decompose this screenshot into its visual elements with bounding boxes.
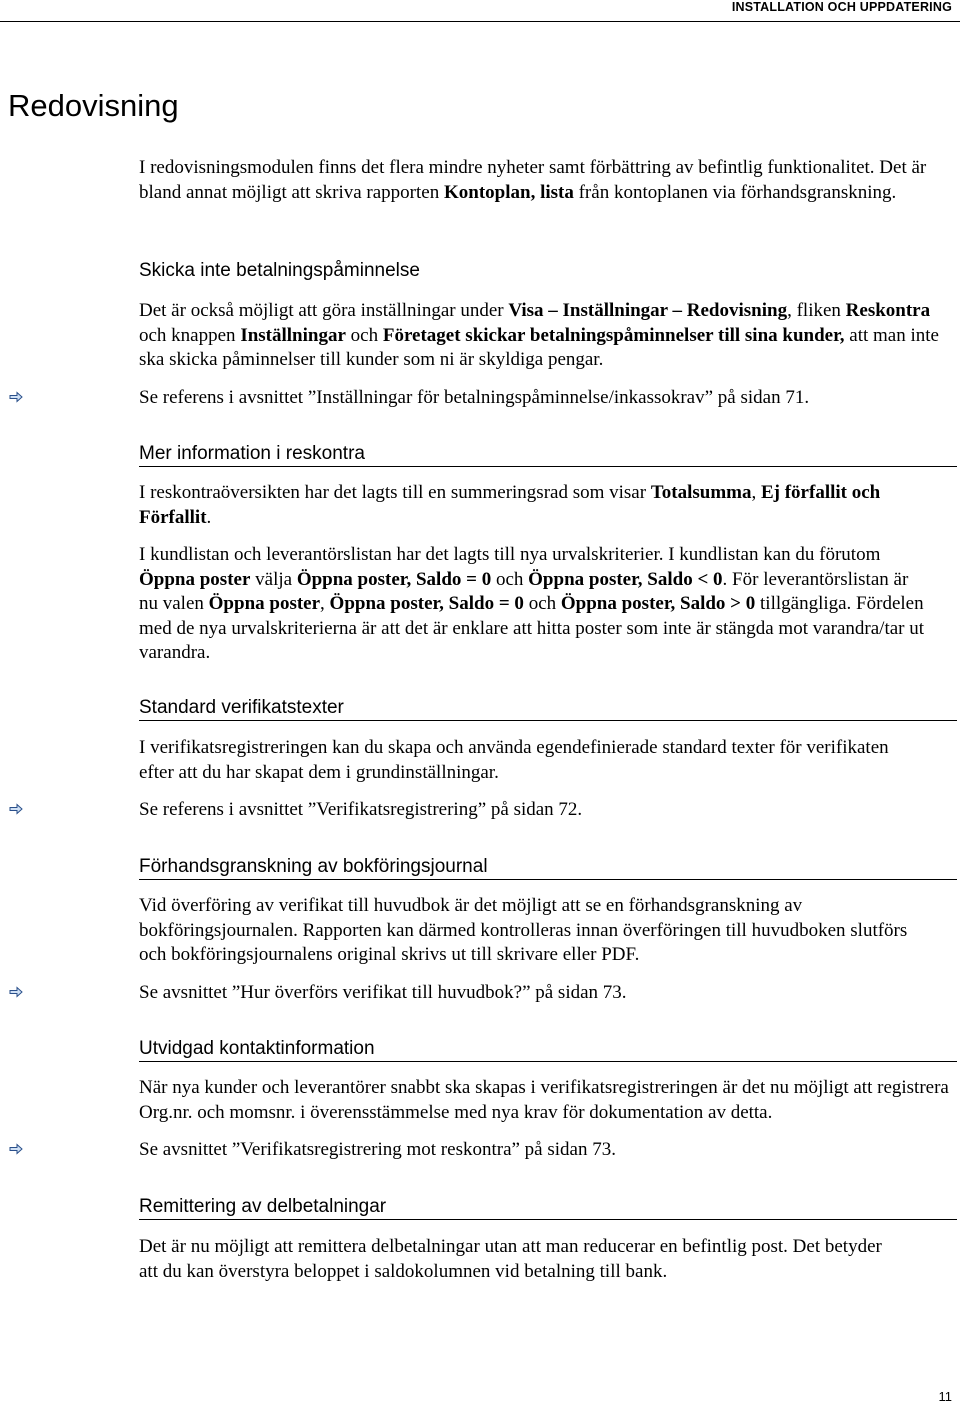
arrow-right-icon	[9, 803, 23, 815]
section-verifikatstexter-reference[interactable]: Se referens i avsnittet ”Verifikatsregistrering” på sidan 72.	[139, 799, 583, 820]
section-bokforingsjournal-reference[interactable]: Se avsnittet ”Hur överförs verifikat till huvudbok?” på sidan 73.	[139, 982, 627, 1003]
header-rule	[0, 21, 960, 22]
section-skicka-paragraph: Det är också möjligt att göra inställningar under Visa – Inställningar – Redovisning, fliken Reskontra och knappen Inställningar och Företaget skickar betalningspåminnelser till sina kunder, att man inte ska skicka påminnelser till kunder som ni är skyldiga pengar.	[139, 300, 939, 370]
section-reskontra-paragraph-2: I kundlistan och leverantörslistan har det lagts till nya urvalskriterier. I kundlistan kan du förutom Öppna poster välja Öppna poster, Saldo = 0 och Öppna poster, Saldo < 0. För leverantörslistan är nu valen Öppna poster, Öppna poster, Saldo = 0 och Öppna poster, Saldo > 0 tillgängliga. Fördelen med de nya urvalskriterierna är att det är enklare att hitta poster som inte är stängda mot varandra/tar ut varandra.	[139, 544, 925, 663]
section-verifikatstexter-paragraph: I verifikatsregistreringen kan du skapa och använda egendefinierade standard texter för verifikaten efter att du har skapat dem i grundinställningar.	[139, 737, 889, 783]
arrow-right-icon	[9, 986, 23, 998]
section-title-kontaktinformation: Utvidgad kontaktinformation	[139, 1037, 957, 1062]
section-title-reskontra: Mer information i reskontra	[139, 442, 957, 467]
section-title-delbetalningar: Remittering av delbetalningar	[139, 1195, 957, 1220]
section-kontaktinformation-reference[interactable]: Se avsnittet ”Verifikatsregistrering mot reskontra” på sidan 73.	[139, 1139, 616, 1160]
running-head: INSTALLATION OCH UPPDATERING	[731, 0, 952, 14]
chapter-title: Redovisning	[8, 88, 179, 123]
arrow-right-icon	[9, 1143, 23, 1155]
section-skicka-reference[interactable]: Se referens i avsnittet ”Inställningar för betalningspåminnelse/inkassokrav” på sidan 71.	[139, 387, 810, 408]
intro-paragraph: I redovisningsmodulen finns det flera mindre nyheter samt förbättring av befintlig funktionalitet. Det är bland annat möjligt att skriva rapporten Kontoplan, lista från kontoplanen via förhandsgranskning.	[139, 157, 927, 203]
section-title-bokforingsjournal: Förhandsgranskning av bokföringsjournal	[139, 855, 957, 880]
section-title-verifikatstexter: Standard verifikatstexter	[139, 696, 957, 721]
page-number: 11	[938, 1389, 952, 1404]
section-reskontra-paragraph-1: I reskontraöversikten har det lagts till en summeringsrad som visar Totalsumma, Ej förfallit och Förfallit.	[139, 482, 881, 528]
section-delbetalningar-paragraph: Det är nu möjligt att remittera delbetalningar utan att man reducerar en befintlig post. Det betyder att du kan överstyra beloppet i saldokolumnen vid betalning till bank.	[139, 1236, 882, 1282]
section-title-skicka: Skicka inte betalningspåminnelse	[139, 260, 420, 281]
section-bokforingsjournal-paragraph: Vid överföring av verifikat till huvudbok är det möjligt att se en förhandsgranskning av bokföringsjournalen. Rapporten kan därmed kontrolleras innan överföringen till huvudboken slutförs och bokföringsjournalens original skrivs ut till skrivare eller PDF.	[139, 895, 908, 965]
section-kontaktinformation-paragraph: När nya kunder och leverantörer snabbt ska skapas i verifikatsregistreringen är det nu möjligt att registrera Org.nr. och momsnr. i överensstämmelse med nya krav för dokumentation av detta.	[139, 1077, 949, 1123]
arrow-right-icon	[9, 391, 23, 403]
